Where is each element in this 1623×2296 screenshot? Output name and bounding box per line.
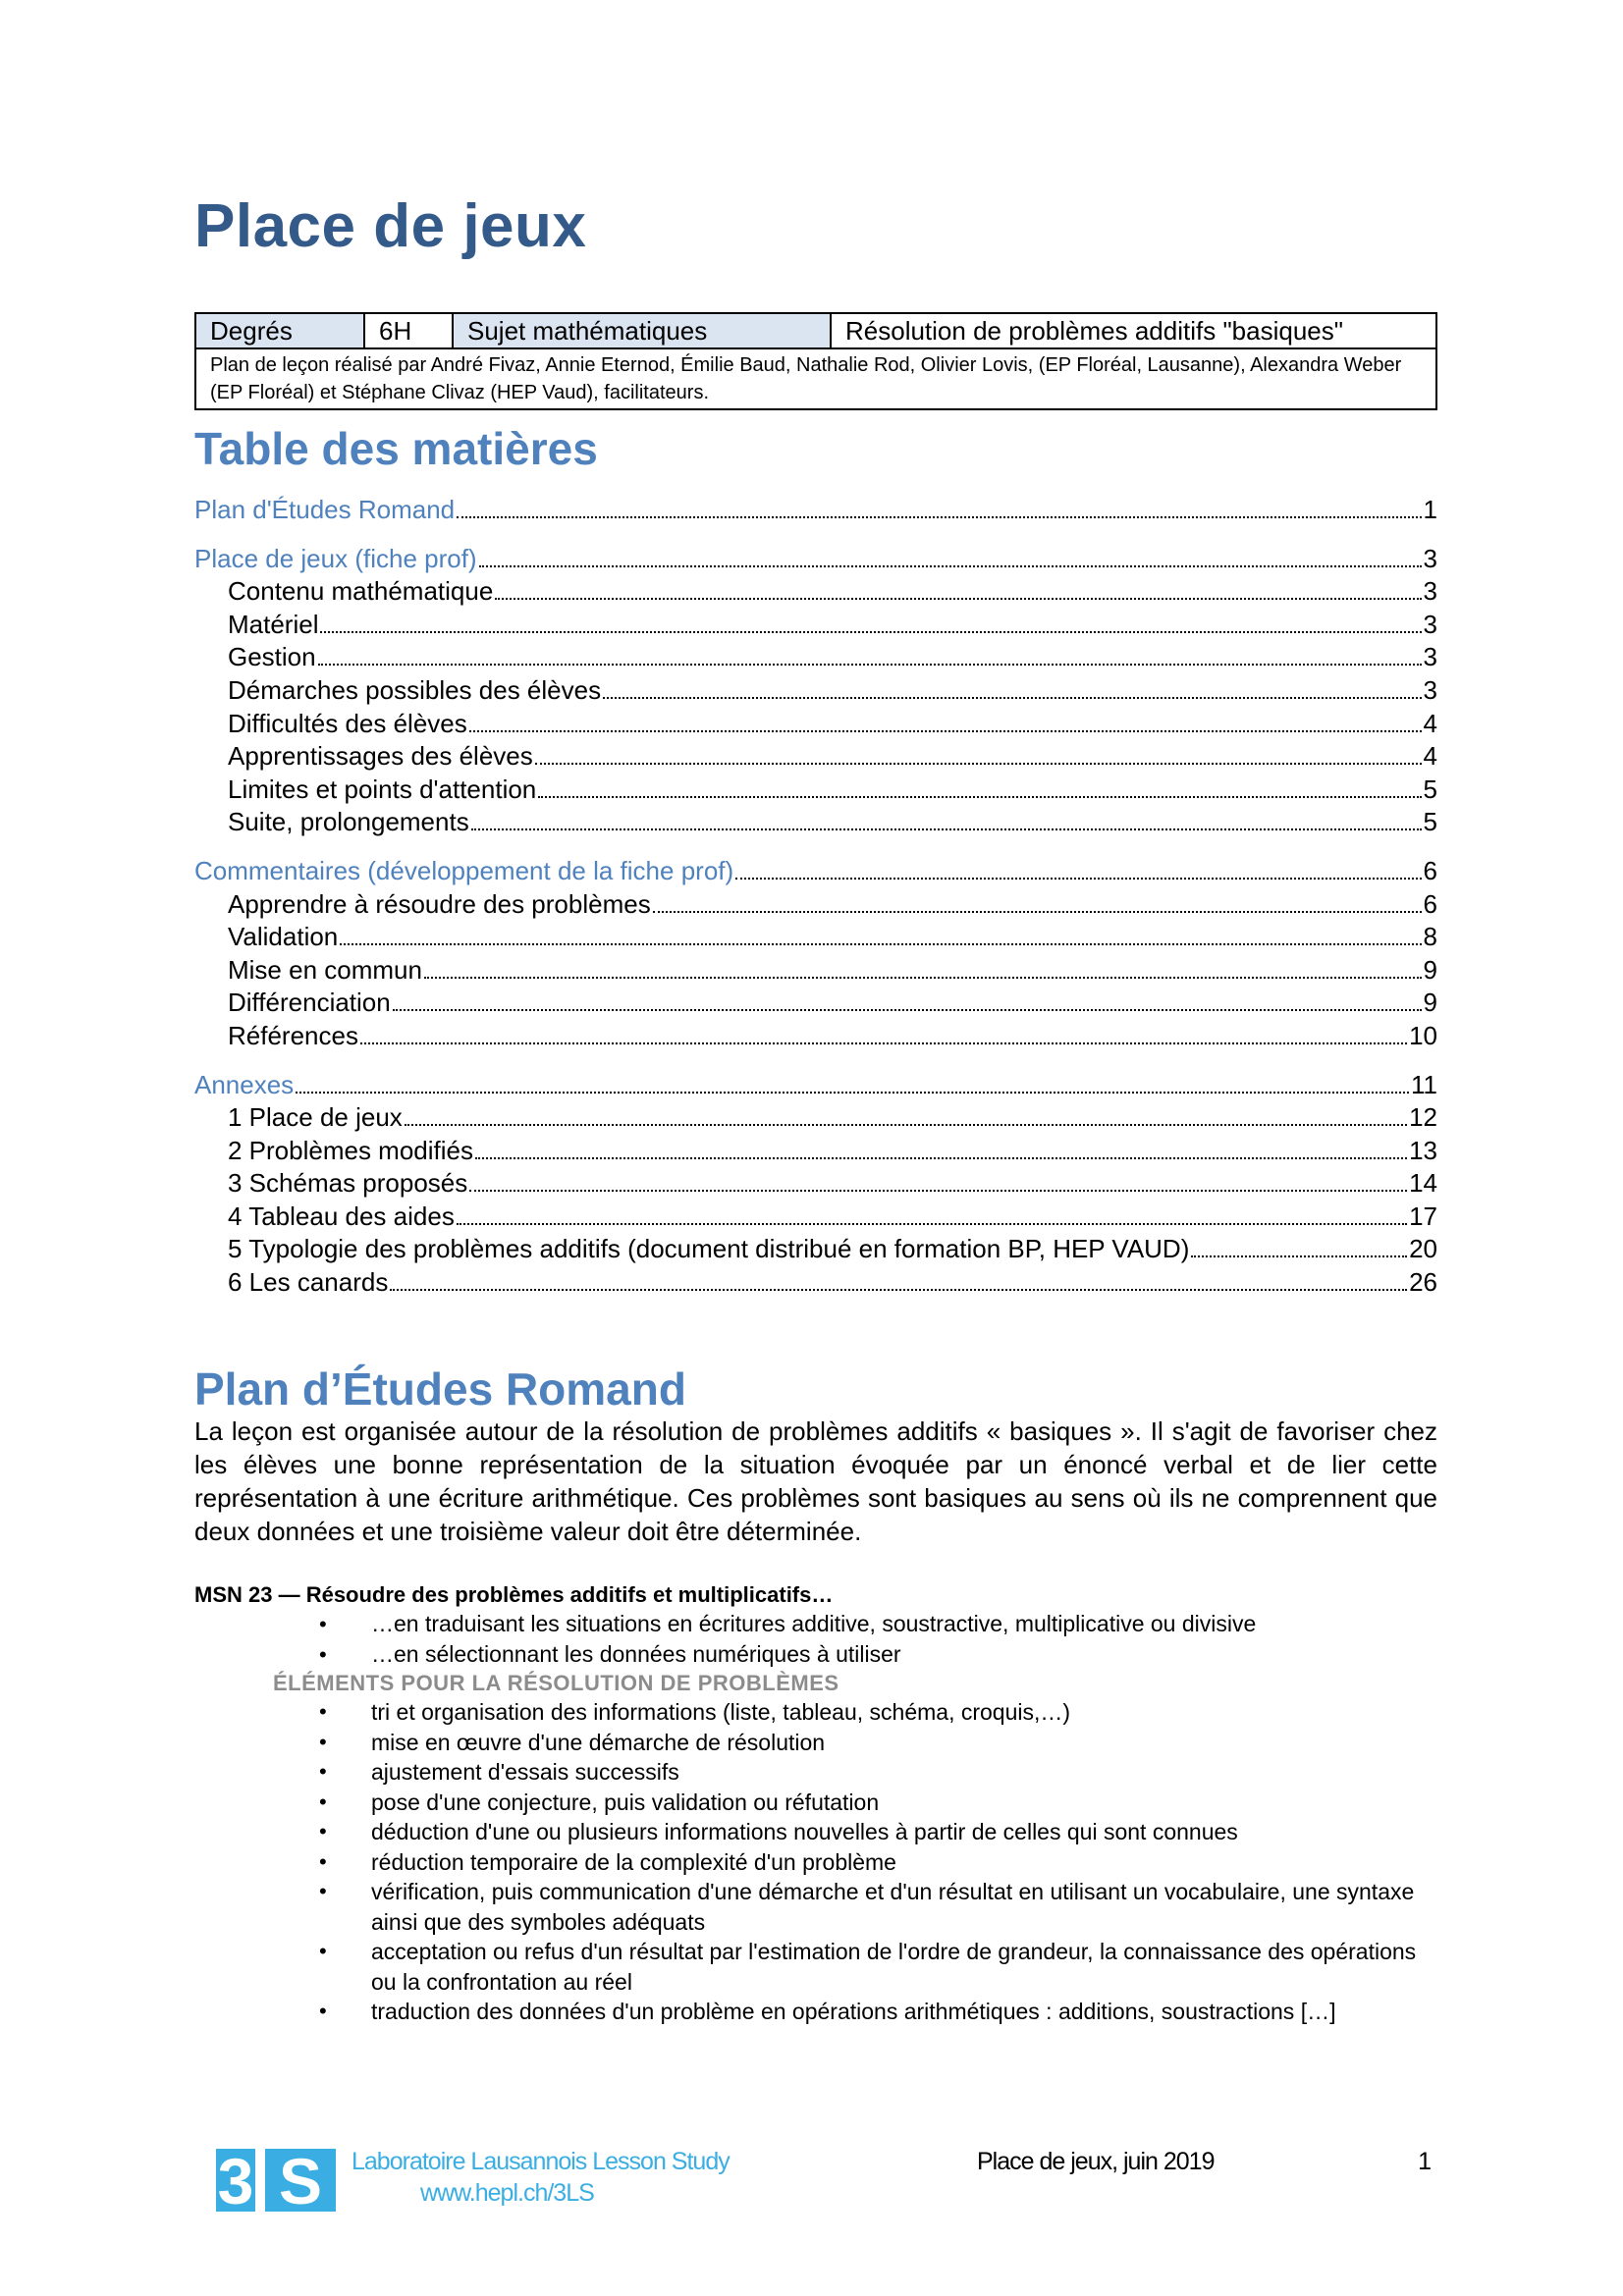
bullet-icon: • (319, 1642, 327, 1667)
toc-entry-page: 8 (1423, 922, 1437, 952)
toc-entry-label: Références (228, 1020, 358, 1050)
toc-entry[interactable] (194, 494, 1437, 527)
table-of-contents (194, 494, 1437, 1300)
toc-leader-dots (424, 977, 1422, 979)
svg-text:S: S (278, 2149, 323, 2212)
toc-entry[interactable] (194, 774, 1437, 807)
bullet-icon: • (319, 1879, 327, 1903)
page-footer (194, 2146, 1437, 2215)
info-table-credits-row (195, 348, 1436, 409)
toc-entry-label: Limites et points d'attention (228, 774, 537, 804)
toc-leader-dots (405, 1124, 1407, 1126)
toc-entry-label: Gestion (228, 642, 316, 672)
toc-entry-page: 9 (1423, 988, 1437, 1018)
toc-entry[interactable] (194, 543, 1437, 576)
bullet-icon: • (319, 1848, 327, 1874)
toc-entry-page: 3 (1423, 674, 1437, 705)
toc-entry[interactable] (194, 609, 1437, 642)
toc-leader-dots (471, 828, 1422, 830)
credits-text: Plan de leçon réalisé par André Fivaz, Annie Eternod, Émilie Baud, Nathalie Rod, Olivier Lovis, (EP Floréal, Lausanne), Alexandra Weber (EP Floréal) et Stéphane Clivaz (HEP Vaud), facilitateurs. (195, 348, 1436, 409)
msn-title: MSN 23 — Résoudre des problèmes additifs et multiplicatifs… (194, 1582, 834, 1607)
toc-leader-dots (653, 911, 1422, 913)
toc-leader-dots (296, 1092, 1409, 1094)
toc-entry-label: Apprentissages des élèves (228, 741, 533, 772)
toc-entry-page: 4 (1423, 708, 1437, 738)
toc-entry[interactable] (194, 1233, 1437, 1266)
toc-entry-label: 6 Les canards (228, 1267, 389, 1298)
list-item-text: …en traduisant les situations en écritures additive, soustractive, multiplicative ou divisive (371, 1611, 1257, 1636)
toc-entry-page: 20 (1409, 1234, 1437, 1264)
degrees-value: 6H (364, 313, 453, 348)
list-item (194, 1997, 1437, 2027)
toc-entry-label: Suite, prolongements (228, 807, 469, 837)
bullet-icon: • (319, 1819, 327, 1843)
list-item-text: mise en œuvre d'une démarche de résolution (371, 1729, 826, 1755)
per-heading: Plan d’Études Romand (194, 1363, 686, 1415)
toc-entry-page: 1 (1423, 495, 1437, 524)
toc-entry[interactable] (194, 987, 1437, 1020)
degrees-label: Degrés (195, 313, 364, 348)
toc-entry-page: 6 (1423, 855, 1437, 885)
bullet-icon: • (319, 1729, 327, 1754)
list-item (194, 1697, 1437, 1728)
toc-leader-dots (318, 664, 1422, 666)
list-item-text: acceptation ou refus d'un résultat par l'estimation de l'ordre de grandeur, la connaissance des opérations ou la confrontation au réel (371, 1939, 1417, 1995)
bullet-icon: • (319, 1759, 327, 1784)
list-item-text: tri et organisation des informations (liste, tableau, schéma, croquis,…) (371, 1699, 1071, 1725)
toc-entry[interactable] (194, 1266, 1437, 1300)
list-item-text: traduction des données d'un problème en opérations arithmétiques : additions, soustractions […] (371, 1999, 1336, 2024)
toc-entry-label: Annexes (194, 1069, 295, 1099)
toc-entry-page: 14 (1409, 1168, 1437, 1199)
toc-leader-dots (475, 1157, 1407, 1159)
lesson-info-table (194, 312, 1437, 410)
toc-entry-label: Difficultés des élèves (228, 708, 467, 738)
bullet-icon: • (319, 1999, 327, 2023)
list-item-text: déduction d'une ou plusieurs informations nouvelles à partir de celles qui sont connues (371, 1819, 1238, 1844)
list-item (194, 1757, 1437, 1788)
msn-bullet-list (194, 1609, 1437, 1670)
3ls-logo-icon (216, 2149, 336, 2212)
toc-entry-label: Mise en commun (228, 954, 422, 985)
bullet-icon: • (319, 1612, 327, 1636)
toc-entry-label: Place de jeux (fiche prof) (194, 543, 477, 573)
list-item (194, 1847, 1437, 1878)
list-item (194, 1877, 1437, 1937)
toc-leader-dots (393, 1009, 1422, 1011)
list-item-text: réduction temporaire de la complexité d'un problème (371, 1848, 896, 1875)
list-item (194, 1788, 1437, 1818)
toc-entry[interactable] (194, 1069, 1437, 1102)
toc-entry[interactable] (194, 1135, 1437, 1168)
toc-entry-page: 10 (1409, 1020, 1437, 1050)
list-item (194, 1937, 1437, 1997)
toc-entry-label: Validation (228, 922, 339, 952)
toc-heading: Table des matières (194, 423, 598, 474)
toc-entry-page: 5 (1423, 807, 1437, 837)
list-item-text: …en sélectionnant les données numériques à utiliser (371, 1641, 901, 1667)
toc-leader-dots (390, 1289, 1407, 1291)
toc-leader-dots (469, 1190, 1407, 1192)
toc-entry-label: Différenciation (228, 988, 391, 1018)
lab-url-link[interactable]: www.hepl.ch/3LS (420, 2179, 594, 2207)
toc-entry-label: Apprendre à résoudre des problèmes (228, 888, 651, 919)
toc-leader-dots (735, 878, 1421, 880)
msn-objectives (194, 1581, 1437, 2027)
toc-leader-dots (469, 730, 1422, 732)
toc-entry-page: 5 (1423, 774, 1437, 804)
list-item (194, 1728, 1437, 1758)
toc-entry[interactable] (194, 1020, 1437, 1053)
toc-leader-dots (457, 1223, 1407, 1225)
toc-entry-page: 3 (1423, 576, 1437, 607)
toc-entry-page: 13 (1409, 1135, 1437, 1165)
toc-leader-dots (1191, 1255, 1407, 1257)
toc-entry[interactable] (194, 708, 1437, 741)
toc-leader-dots (535, 763, 1422, 765)
list-item (194, 1817, 1437, 1847)
toc-entry[interactable] (194, 1201, 1437, 1234)
toc-leader-dots (360, 1042, 1407, 1044)
toc-entry-label: 5 Typologie des problèmes additifs (document distribué en formation BP, HEP VAUD) (228, 1234, 1190, 1264)
list-item (194, 1609, 1437, 1639)
toc-entry[interactable] (194, 740, 1437, 774)
toc-leader-dots (340, 943, 1421, 945)
toc-entry-page: 3 (1423, 642, 1437, 672)
toc-entry-page: 26 (1409, 1267, 1437, 1298)
toc-entry[interactable] (194, 1101, 1437, 1135)
toc-entry-page: 17 (1409, 1201, 1437, 1231)
toc-entry[interactable] (194, 641, 1437, 674)
toc-entry[interactable] (194, 888, 1437, 922)
toc-entry[interactable] (194, 806, 1437, 839)
toc-entry-page: 3 (1423, 609, 1437, 639)
toc-entry-page: 12 (1409, 1102, 1437, 1133)
toc-leader-dots (495, 598, 1421, 600)
toc-entry[interactable] (194, 954, 1437, 988)
toc-leader-dots (457, 516, 1421, 518)
toc-entry-label: Commentaires (développement de la fiche prof) (194, 855, 734, 885)
bullet-icon: • (319, 1699, 327, 1724)
bullet-icon: • (319, 1939, 327, 1963)
page-number: 1 (1418, 2148, 1432, 2175)
toc-leader-dots (538, 796, 1421, 798)
toc-entry-page: 6 (1423, 888, 1437, 919)
toc-entry-label: Contenu mathématique (228, 576, 494, 607)
footer-doc-date: Place de jeux, juin 2019 (977, 2148, 1215, 2175)
toc-entry[interactable] (194, 575, 1437, 609)
toc-entry-label: 2 Problèmes modifiés (228, 1135, 473, 1165)
subject-value: Résolution de problèmes additifs "basiques" (831, 313, 1436, 348)
toc-entry-label: 4 Tableau des aides (228, 1201, 455, 1231)
lab-name: Laboratoire Lausannois Lesson Study (352, 2148, 730, 2175)
toc-entry-label: 3 Schémas proposés (228, 1168, 468, 1199)
toc-entry-page: 9 (1423, 954, 1437, 985)
toc-leader-dots (479, 565, 1422, 567)
toc-entry-page: 3 (1423, 543, 1437, 573)
elements-subheading: ÉLÉMENTS POUR LA RÉSOLUTION DE PROBLÈMES (273, 1671, 839, 1695)
toc-entry-page: 11 (1411, 1069, 1437, 1099)
toc-entry[interactable] (194, 1167, 1437, 1201)
list-item-text: vérification, puis communication d'une démarche et d'un résultat en utilisant un vocabulaire, une syntaxe ainsi que des symboles adéquats (371, 1879, 1415, 1935)
elements-bullet-list (194, 1697, 1437, 2027)
document-title: Place de jeux (194, 192, 587, 260)
toc-entry[interactable] (194, 855, 1437, 888)
bullet-icon: • (319, 1789, 327, 1814)
list-item-text: ajustement d'essais successifs (371, 1759, 679, 1785)
info-table-header-row (195, 313, 1436, 348)
svg-text:3: 3 (217, 2149, 254, 2212)
toc-entry-label: Matériel (228, 609, 319, 639)
toc-entry[interactable] (194, 674, 1437, 708)
toc-entry-page: 4 (1423, 741, 1437, 772)
toc-entry[interactable] (194, 921, 1437, 954)
toc-entry-label: 1 Place de jeux (228, 1102, 403, 1133)
toc-entry-label: Démarches possibles des élèves (228, 674, 602, 705)
subject-label: Sujet mathématiques (453, 313, 831, 348)
toc-entry-label: Plan d'Études Romand (194, 495, 456, 524)
list-item-text: pose d'une conjecture, puis validation ou réfutation (371, 1789, 880, 1815)
intro-paragraph: La leçon est organisée autour de la résolution de problèmes additifs « basiques ». Il s'agit de favoriser chez les élèves une bonne représentation de la situation évoquée par un énoncé verbal et de lier cette représentation à une écriture arithmétique. Ces problèmes sont basiques au sens où ils ne comprennent que deux données et une troisième valeur doit être déterminée. (194, 1416, 1437, 1546)
toc-leader-dots (320, 631, 1421, 633)
list-item (194, 1639, 1437, 1670)
toc-leader-dots (603, 697, 1421, 699)
